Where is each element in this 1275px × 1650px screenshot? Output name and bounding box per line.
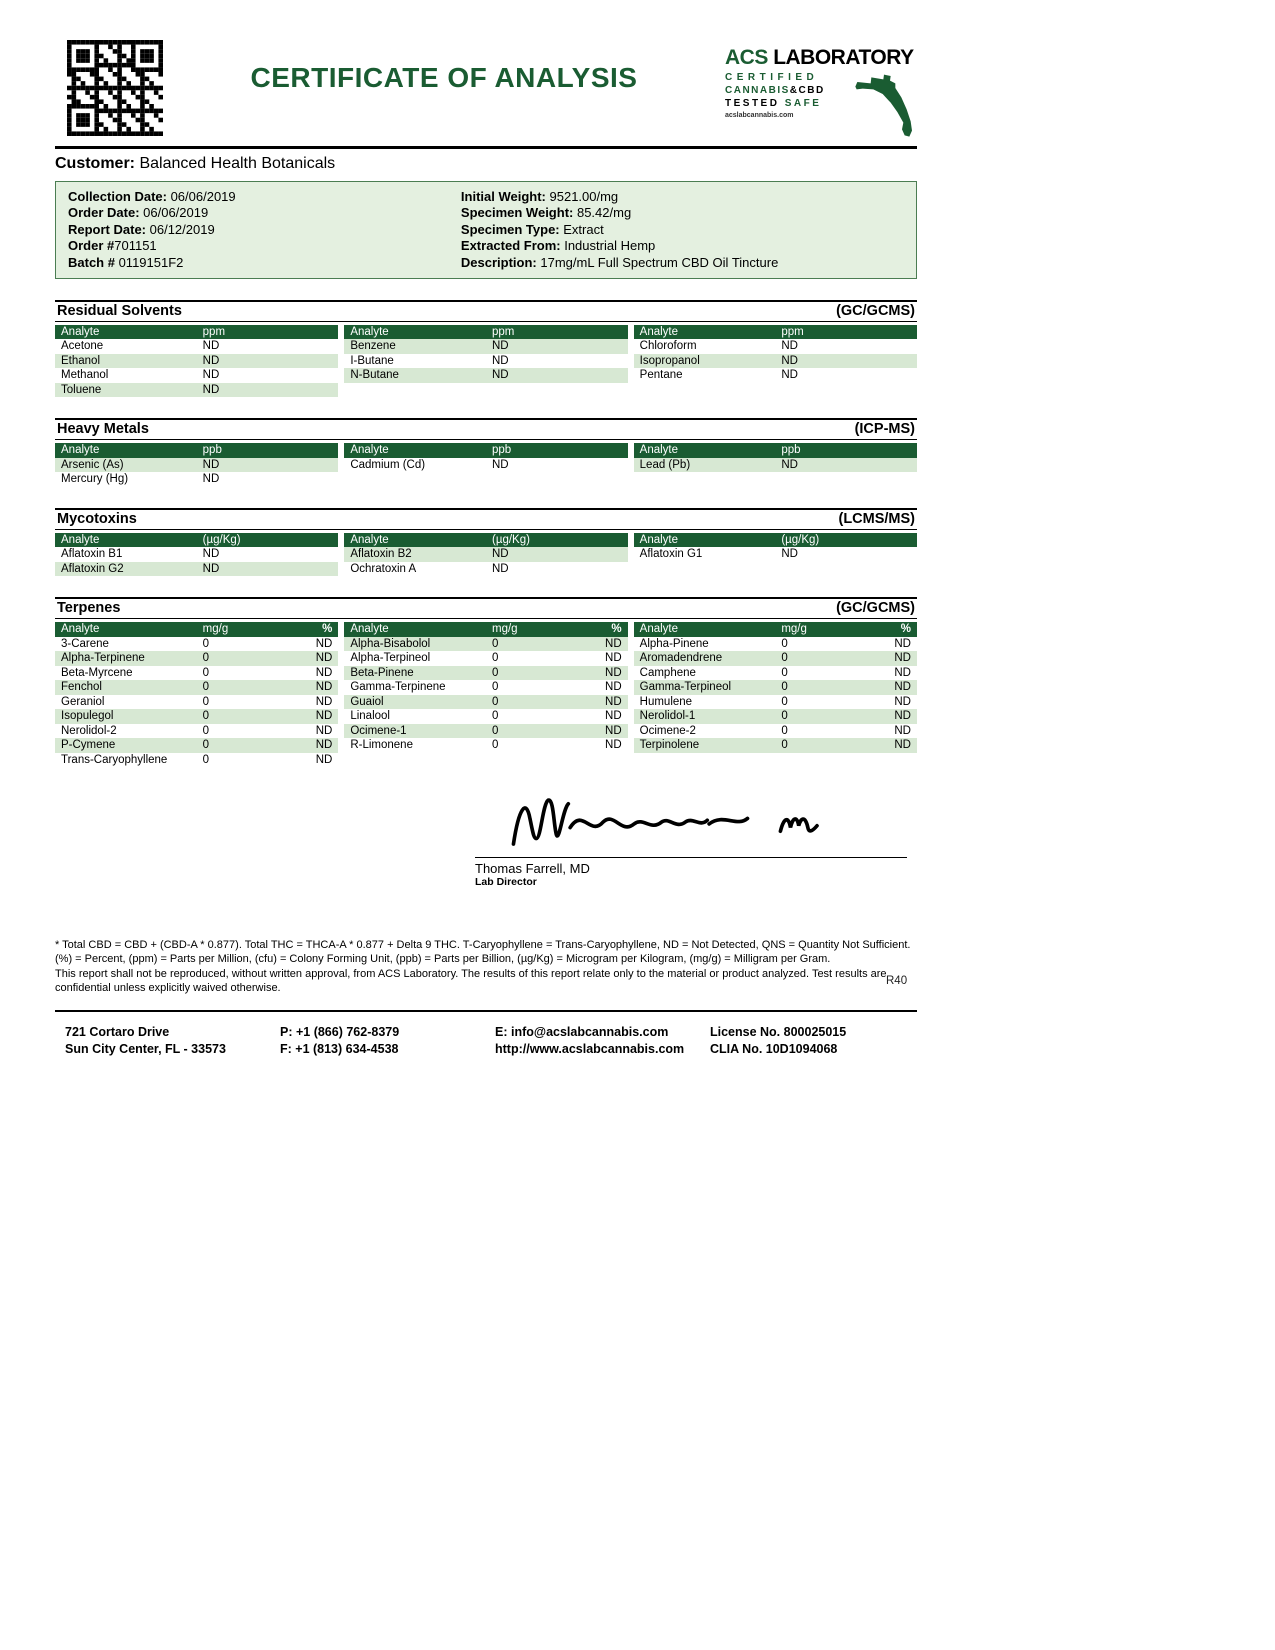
analyte-name: Ethanol bbox=[61, 354, 101, 367]
info-field bbox=[461, 189, 904, 205]
analyte-table bbox=[55, 533, 338, 577]
document-header bbox=[55, 40, 917, 140]
analyte-value: ND bbox=[605, 681, 622, 694]
info-field-value: 0119151F2 bbox=[118, 254, 184, 270]
analyte-name: Ocimene-1 bbox=[350, 724, 407, 737]
analyte-name: Nerolidol-1 bbox=[639, 710, 696, 723]
analyte-name: Isopropanol bbox=[639, 354, 700, 367]
order-info-box bbox=[55, 181, 917, 279]
table-row bbox=[344, 651, 627, 666]
column-header: ppm bbox=[491, 325, 515, 338]
analyte-value: ND bbox=[894, 710, 911, 723]
analyte-name: Gamma-Terpinene bbox=[350, 681, 446, 694]
analyte-value: 0 bbox=[202, 637, 210, 650]
analyte-value: 0 bbox=[202, 753, 210, 766]
footer-license bbox=[700, 1024, 915, 1059]
info-field-label: Initial Weight: bbox=[460, 189, 550, 204]
column-header: ppm bbox=[781, 325, 804, 338]
table-row bbox=[634, 458, 917, 473]
analyte-value: 0 bbox=[491, 637, 499, 650]
analyte-value: 0 bbox=[202, 652, 210, 665]
analyte-value: ND bbox=[202, 473, 220, 486]
info-field-value: 701151 bbox=[114, 238, 157, 254]
footer-contact bbox=[55, 1024, 917, 1059]
analyte-value: 0 bbox=[202, 666, 210, 679]
info-field bbox=[461, 205, 904, 221]
table-row bbox=[344, 562, 627, 577]
analyte-value: 0 bbox=[202, 724, 210, 737]
customer-name: Balanced Health Botanicals bbox=[139, 155, 336, 172]
table-row bbox=[634, 547, 917, 562]
analyte-value: ND bbox=[202, 340, 220, 353]
signatory-name: Thomas Farrell, MD bbox=[475, 861, 590, 877]
info-field-label: Report Date: bbox=[68, 221, 150, 237]
column-header: Analyte bbox=[350, 444, 389, 457]
table-row bbox=[55, 368, 338, 383]
logo-cannabis-word: CANNABIS bbox=[725, 85, 790, 96]
table-row bbox=[634, 354, 917, 369]
column-header: ppb bbox=[491, 444, 512, 457]
table-row bbox=[344, 738, 627, 753]
logo-laboratory-text: LABORATORY bbox=[773, 46, 914, 69]
analyte-name: Benzene bbox=[350, 340, 396, 353]
table-row bbox=[55, 738, 338, 753]
analyte-table bbox=[634, 443, 917, 472]
info-field-label: Order # bbox=[68, 238, 115, 254]
analyte-name: R-Limonene bbox=[350, 739, 413, 752]
footnotes bbox=[55, 938, 917, 994]
analyte-name: Humulene bbox=[639, 695, 693, 708]
info-field-value: 9521.00/mg bbox=[549, 189, 619, 204]
table-row bbox=[634, 695, 917, 710]
info-field-value: 06/12/2019 bbox=[149, 221, 215, 237]
footnote-disclaimer: This report shall not be reproduced, without written approval, from ACS Laboratory. The results of this report relate only to the material or product analyzed. Test results are confidential unless explicitly waived otherwise. bbox=[55, 967, 887, 994]
analyte-value: 0 bbox=[491, 666, 499, 679]
analyte-value: ND bbox=[491, 548, 509, 561]
table-row bbox=[55, 753, 338, 768]
info-field-value: 06/06/2019 bbox=[143, 205, 209, 221]
analyte-table bbox=[344, 533, 627, 577]
analyte-name: Geraniol bbox=[61, 695, 105, 708]
column-header: Analyte bbox=[639, 533, 679, 546]
column-header: Analyte bbox=[350, 533, 389, 546]
analyte-value: ND bbox=[315, 753, 333, 766]
column-header: ppb bbox=[202, 444, 222, 457]
analyte-value: ND bbox=[315, 695, 333, 708]
analyte-name: 3-Carene bbox=[61, 637, 109, 650]
analyte-value: ND bbox=[202, 383, 220, 396]
table-row bbox=[344, 547, 627, 562]
analyte-value: ND bbox=[491, 354, 509, 367]
column-header: Analyte bbox=[639, 623, 679, 636]
section-title: Terpenes bbox=[57, 600, 121, 617]
order-info-right-column bbox=[461, 189, 904, 271]
section-method: (LCMS/MS) bbox=[838, 510, 915, 527]
column-header: Analyte bbox=[639, 325, 679, 338]
logo-tested-safe-text bbox=[725, 98, 849, 109]
logo-acs-text: ACS bbox=[725, 46, 768, 69]
page-title: CERTIFICATE OF ANALYSIS bbox=[250, 62, 638, 93]
logo-website-text: acslabcannabis.com bbox=[725, 112, 794, 119]
table-header-row bbox=[634, 325, 917, 340]
customer-line bbox=[55, 155, 917, 173]
analyte-name: Trans-Caryophyllene bbox=[61, 753, 168, 766]
analyte-name: Nerolidol-2 bbox=[61, 724, 117, 737]
analyte-value: 0 bbox=[202, 695, 210, 708]
analyte-value: ND bbox=[605, 666, 622, 679]
analyte-value: ND bbox=[894, 652, 911, 665]
customer-label: Customer: bbox=[55, 155, 136, 172]
analyte-value: ND bbox=[605, 695, 622, 708]
analyte-name: Lead (Pb) bbox=[639, 458, 691, 471]
table-header-row bbox=[55, 325, 338, 340]
analyte-table bbox=[344, 443, 627, 472]
header-divider bbox=[55, 146, 917, 149]
column-header: (µg/Kg) bbox=[491, 533, 530, 546]
section-method: (GC/GCMS) bbox=[836, 302, 915, 319]
column-header: (µg/Kg) bbox=[781, 533, 820, 546]
analyte-value: ND bbox=[315, 652, 333, 665]
table-row bbox=[344, 458, 627, 473]
analyte-name: I-Butane bbox=[350, 354, 394, 367]
analyte-value: 0 bbox=[491, 652, 499, 665]
table-header-row bbox=[55, 622, 338, 637]
info-field bbox=[68, 255, 461, 271]
analyte-value: ND bbox=[315, 681, 333, 694]
table-row bbox=[55, 724, 338, 739]
info-field-value: 85.42/mg bbox=[576, 205, 632, 221]
column-header: ppm bbox=[202, 325, 226, 338]
footer-email: E: info@acslabcannabis.com bbox=[495, 1024, 669, 1039]
analyte-value: 0 bbox=[491, 739, 499, 752]
analyte-value: 0 bbox=[781, 724, 788, 737]
analyte-name: Alpha-Pinene bbox=[639, 637, 709, 650]
analyte-value: 0 bbox=[202, 681, 210, 694]
footer-website: http://www.acslabcannabis.com bbox=[495, 1042, 685, 1057]
analyte-value: ND bbox=[315, 637, 333, 650]
footer-address-line1: 721 Cortaro Drive bbox=[65, 1024, 170, 1039]
analyte-value: ND bbox=[605, 652, 622, 665]
logo-cannabis-cbd-text bbox=[725, 85, 849, 96]
column-header: Analyte bbox=[61, 623, 100, 636]
info-field-value: Industrial Hemp bbox=[564, 238, 656, 254]
analyte-value: ND bbox=[202, 548, 220, 561]
analyte-name: Fenchol bbox=[61, 681, 102, 694]
info-field bbox=[68, 189, 461, 205]
column-header: Analyte bbox=[61, 444, 100, 457]
logo-name bbox=[725, 46, 917, 70]
table-row bbox=[634, 651, 917, 666]
analyte-name: Arsenic (As) bbox=[61, 458, 124, 471]
table-row bbox=[55, 695, 338, 710]
table-row bbox=[55, 651, 338, 666]
info-field-value: 06/06/2019 bbox=[170, 189, 236, 204]
analyte-value: ND bbox=[894, 666, 911, 679]
logo-cbd-word: CBD bbox=[798, 85, 825, 96]
section-title: Residual Solvents bbox=[57, 302, 182, 319]
table-row bbox=[55, 458, 338, 473]
analyte-name: Beta-Myrcene bbox=[61, 666, 133, 679]
analyte-value: 0 bbox=[491, 681, 499, 694]
column-header: Analyte bbox=[350, 325, 389, 338]
analyte-value: 0 bbox=[491, 710, 499, 723]
table-header-row bbox=[634, 533, 917, 548]
footer-divider bbox=[55, 1010, 917, 1012]
analyte-name: N-Butane bbox=[350, 369, 399, 382]
analyte-name: Aflatoxin G2 bbox=[61, 562, 124, 575]
section-method: (GC/GCMS) bbox=[836, 600, 915, 617]
footer-fax: F: +1 (813) 634-4538 bbox=[280, 1042, 399, 1057]
section-heavy-metals bbox=[55, 418, 917, 487]
table-header-row bbox=[634, 443, 917, 458]
column-header: % bbox=[611, 623, 622, 636]
analyte-name: Cadmium (Cd) bbox=[350, 458, 426, 471]
analyte-value: ND bbox=[491, 458, 509, 471]
analyte-value: ND bbox=[315, 710, 333, 723]
table-row bbox=[55, 680, 338, 695]
analyte-value: 0 bbox=[781, 695, 788, 708]
analyte-name: Alpha-Terpinene bbox=[61, 652, 145, 665]
footer-phone: P: +1 (866) 762-8379 bbox=[280, 1024, 400, 1039]
column-header: ppb bbox=[781, 444, 801, 457]
info-field-label: Extracted From: bbox=[460, 238, 565, 254]
info-field bbox=[68, 205, 461, 221]
analyte-value: ND bbox=[315, 666, 333, 679]
logo-ampersand: & bbox=[789, 85, 799, 96]
analyte-value: 0 bbox=[491, 695, 499, 708]
column-header: mg/g bbox=[781, 623, 807, 636]
analyte-value: ND bbox=[202, 354, 220, 367]
logo-safe-word: SAFE bbox=[784, 98, 822, 109]
table-header-row bbox=[344, 622, 627, 637]
signatory-title: Lab Director bbox=[475, 876, 537, 889]
table-row bbox=[634, 339, 917, 354]
table-row bbox=[634, 724, 917, 739]
analyte-name: Alpha-Bisabolol bbox=[350, 637, 431, 650]
analyte-value: ND bbox=[894, 637, 911, 650]
analyte-value: ND bbox=[315, 739, 333, 752]
table-row bbox=[344, 680, 627, 695]
info-field bbox=[68, 222, 461, 238]
analyte-value: ND bbox=[491, 340, 509, 353]
analyte-name: Ocimene-2 bbox=[639, 724, 696, 737]
analyte-value: ND bbox=[781, 340, 798, 353]
section-title: Heavy Metals bbox=[57, 421, 149, 438]
table-row bbox=[634, 738, 917, 753]
analyte-name: Gamma-Terpineol bbox=[639, 681, 732, 694]
column-header: mg/g bbox=[202, 623, 229, 636]
analyte-value: ND bbox=[605, 724, 622, 737]
analyte-value: ND bbox=[202, 458, 220, 471]
info-field-label: Order Date: bbox=[68, 205, 144, 221]
analyte-name: Beta-Pinene bbox=[350, 666, 414, 679]
analyte-value: 0 bbox=[202, 710, 210, 723]
column-header: Analyte bbox=[61, 533, 100, 546]
table-row bbox=[55, 547, 338, 562]
column-header: mg/g bbox=[491, 623, 518, 636]
info-field-label: Specimen Type: bbox=[460, 221, 564, 237]
table-row bbox=[634, 637, 917, 652]
analyte-value: 0 bbox=[781, 681, 788, 694]
analyte-value: 0 bbox=[781, 739, 788, 752]
analyte-value: ND bbox=[605, 637, 622, 650]
table-row bbox=[344, 666, 627, 681]
table-header-row bbox=[344, 443, 627, 458]
analyte-name: Aflatoxin G1 bbox=[639, 548, 703, 561]
table-row bbox=[344, 724, 627, 739]
section-terpenes bbox=[55, 597, 917, 767]
analyte-name: Aflatoxin B2 bbox=[350, 548, 412, 561]
info-field bbox=[68, 238, 461, 254]
info-field-value: 17mg/mL Full Spectrum CBD Oil Tincture bbox=[540, 254, 779, 270]
analyte-table bbox=[55, 622, 338, 767]
table-row bbox=[344, 339, 627, 354]
footer-address-line2: Sun City Center, FL - 33573 bbox=[65, 1042, 226, 1057]
info-field bbox=[461, 238, 904, 254]
info-field-value: Extract bbox=[563, 221, 604, 237]
analyte-name: Pentane bbox=[639, 369, 683, 382]
section-method: (ICP-MS) bbox=[854, 421, 915, 438]
analyte-value: ND bbox=[491, 369, 509, 382]
analyte-value: 0 bbox=[491, 724, 499, 737]
table-row bbox=[55, 339, 338, 354]
table-header-row bbox=[55, 443, 338, 458]
analyte-value: 0 bbox=[781, 710, 788, 723]
analyte-name: Aflatoxin B1 bbox=[61, 548, 123, 561]
table-header-row bbox=[344, 325, 627, 340]
info-field-label: Batch # bbox=[68, 254, 119, 270]
analyte-table bbox=[634, 622, 917, 753]
info-field bbox=[461, 222, 904, 238]
footer-license-number: License No. 800025015 bbox=[710, 1024, 847, 1039]
analyte-value: ND bbox=[781, 458, 798, 471]
table-row bbox=[55, 383, 338, 398]
analyte-value: ND bbox=[781, 369, 798, 382]
analyte-value: 0 bbox=[202, 739, 210, 752]
table-header-row bbox=[344, 533, 627, 548]
table-row bbox=[55, 637, 338, 652]
table-row bbox=[55, 709, 338, 724]
table-header-row bbox=[55, 533, 338, 548]
table-row bbox=[634, 666, 917, 681]
footer-clia-number: CLIA No. 10D1094068 bbox=[710, 1042, 838, 1057]
order-info-left-column bbox=[68, 189, 461, 271]
logo-certified-text: CERTIFIED bbox=[725, 72, 819, 83]
table-row bbox=[344, 637, 627, 652]
signature-underline bbox=[475, 857, 907, 858]
analyte-name: Linalool bbox=[350, 710, 390, 723]
footer-phone-fax bbox=[270, 1024, 485, 1059]
analyte-value: ND bbox=[202, 562, 220, 575]
analyte-name: Chloroform bbox=[639, 340, 697, 353]
analyte-name: Guaiol bbox=[350, 695, 384, 708]
footer-email-web bbox=[485, 1024, 700, 1059]
column-header: Analyte bbox=[350, 623, 389, 636]
analyte-value: 0 bbox=[781, 637, 788, 650]
table-row bbox=[344, 368, 627, 383]
table-row bbox=[634, 680, 917, 695]
column-header: % bbox=[900, 623, 911, 636]
analyte-value: ND bbox=[491, 562, 509, 575]
column-header: % bbox=[322, 623, 333, 636]
analyte-value: ND bbox=[894, 695, 911, 708]
column-header: Analyte bbox=[61, 325, 100, 338]
analyte-value: ND bbox=[315, 724, 333, 737]
info-field-label: Description: bbox=[460, 254, 541, 270]
analyte-name: Aromadendrene bbox=[639, 652, 723, 665]
table-row bbox=[344, 354, 627, 369]
column-header: Analyte bbox=[639, 444, 679, 457]
analyte-name: Isopulegol bbox=[61, 710, 114, 723]
signature-scribble bbox=[485, 791, 893, 855]
analyte-value: ND bbox=[605, 739, 622, 752]
analyte-name: P-Cymene bbox=[61, 739, 116, 752]
footnote-definitions: * Total CBD = CBD + (CBD-A * 0.877). Total THC = THCA-A * 0.877 + Delta 9 THC. T-Caryophyllene = Trans-Caryophyllene, ND = Not Detected, QNS = Quantity Not Sufficient. (%) = Percent, (ppm) = Parts per Million, (cfu) = Colony Forming Unit, (ppb) = Parts per Billion, (µg/Kg) = Microgram per Kilogram, (mg/g) = Milligram per Gram. bbox=[55, 939, 911, 966]
analyte-value: ND bbox=[894, 681, 911, 694]
table-header-row bbox=[634, 622, 917, 637]
page-code: R40 bbox=[886, 975, 908, 987]
analyte-table bbox=[55, 443, 338, 487]
analyte-value: ND bbox=[894, 739, 911, 752]
table-row bbox=[344, 695, 627, 710]
table-row bbox=[634, 368, 917, 383]
table-row bbox=[55, 472, 338, 487]
section-residual-solvents bbox=[55, 300, 917, 398]
qr-code bbox=[67, 40, 163, 136]
table-row bbox=[634, 709, 917, 724]
footer-address bbox=[55, 1024, 270, 1059]
florida-map-icon bbox=[853, 72, 915, 140]
analyte-name: Ochratoxin A bbox=[350, 562, 417, 575]
analyte-name: Toluene bbox=[61, 383, 102, 396]
analyte-name: Alpha-Terpineol bbox=[350, 652, 431, 665]
info-field bbox=[461, 255, 904, 271]
analyte-table bbox=[634, 533, 917, 562]
analyte-table bbox=[634, 325, 917, 383]
table-row bbox=[55, 354, 338, 369]
table-row bbox=[55, 666, 338, 681]
table-row bbox=[344, 709, 627, 724]
analyte-name: Terpinolene bbox=[639, 739, 700, 752]
analyte-value: ND bbox=[781, 354, 798, 367]
info-field-label: Specimen Weight: bbox=[460, 205, 577, 221]
analyte-value: ND bbox=[605, 710, 622, 723]
acs-laboratory-logo bbox=[725, 40, 917, 140]
analyte-name: Camphene bbox=[639, 666, 696, 679]
info-field-label: Collection Date: bbox=[68, 189, 171, 204]
analyte-value: 0 bbox=[781, 666, 788, 679]
analyte-value: 0 bbox=[781, 652, 788, 665]
analyte-table bbox=[55, 325, 338, 398]
section-mycotoxins bbox=[55, 508, 917, 577]
analyte-name: Methanol bbox=[61, 369, 109, 382]
section-title: Mycotoxins bbox=[57, 510, 137, 527]
column-header: (µg/Kg) bbox=[202, 533, 241, 546]
logo-tested-word: TESTED bbox=[725, 98, 780, 109]
analyte-name: Mercury (Hg) bbox=[61, 473, 129, 486]
analyte-table bbox=[344, 622, 627, 753]
signature-block bbox=[475, 791, 907, 888]
table-row bbox=[55, 562, 338, 577]
analyte-value: ND bbox=[202, 369, 220, 382]
analyte-table bbox=[344, 325, 627, 383]
analyte-value: ND bbox=[894, 724, 911, 737]
analyte-name: Acetone bbox=[61, 340, 104, 353]
analyte-value: ND bbox=[781, 548, 798, 561]
